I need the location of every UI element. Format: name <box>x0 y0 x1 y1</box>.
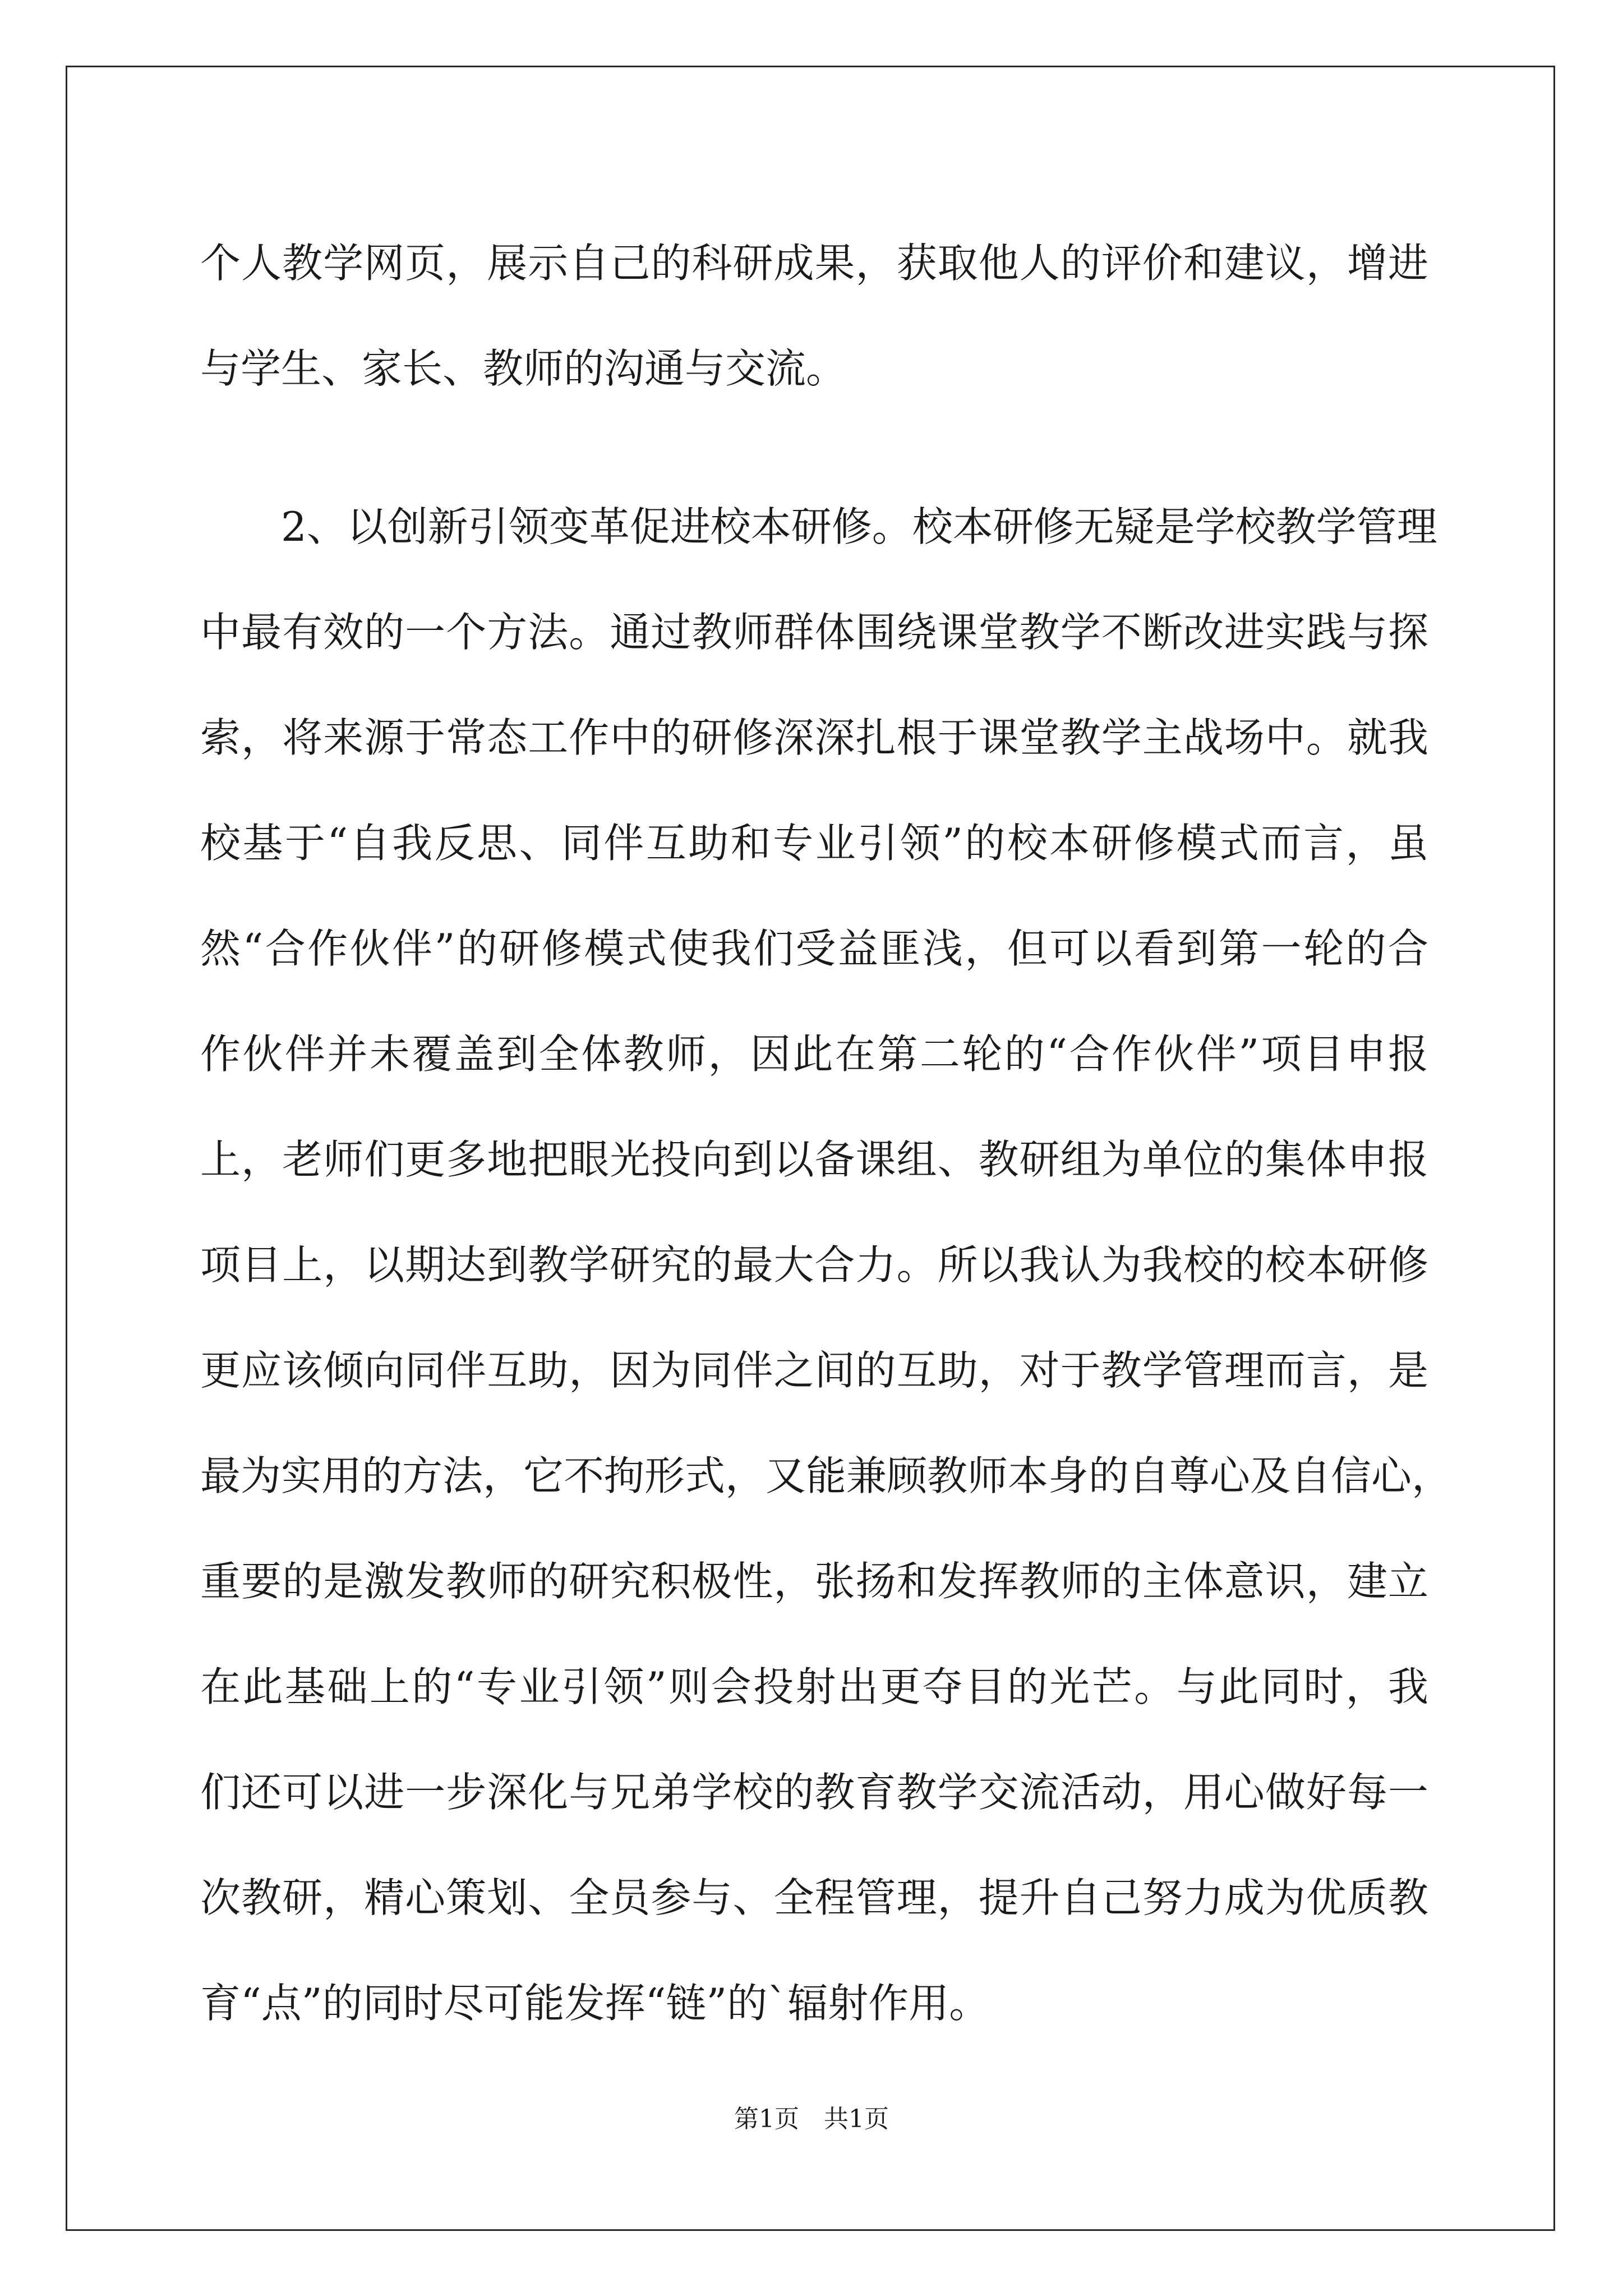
text-line: 与学生、家长、教师的沟通与交流。 <box>200 345 847 392</box>
text-line: 在此基础上的“专业引领”则会投射出更夺目的光芒。与此同时，我 <box>200 1663 1428 1710</box>
text-line: 更应该倾向同伴互助，因为同伴之间的互助，对于教学管理而言，是 <box>200 1347 1428 1394</box>
text-line: 个人教学网页，展示自己的科研成果，获取他人的评价和建议，增进 <box>200 240 1428 287</box>
document-body <box>200 210 1453 2056</box>
text-line: 次教研，精心策划、全员参与、全程管理，提升自己努力成为优质教 <box>200 1874 1428 1921</box>
text-line: 索，将来源于常态工作中的研修深深扎根于课堂教学主战场中。就我 <box>200 714 1428 761</box>
text-line: 们还可以进一步深化与兄弟学校的教育教学交流活动，用心做好每一 <box>200 1769 1428 1816</box>
paragraph-gap <box>200 421 1428 474</box>
text-line: 最为实用的方法，它不拘形式，又能兼顾教师本身的自尊心及自信心， <box>200 1452 1453 1499</box>
text-line: 2、以创新引领变革促进校本研修。校本研修无疑是学校教学管理 <box>281 503 1437 550</box>
text-line: 育“点”的同时尽可能发挥“链”的`辐射作用。 <box>200 1980 990 2027</box>
text-line: 上，老师们更多地把眼光投向到以备课组、教研组为单位的集体申报 <box>200 1136 1428 1183</box>
text-line: 重要的是激发教师的研究积极性，张扬和发挥教师的主体意识，建立 <box>200 1558 1428 1605</box>
page-footer: 第1页 共1页 <box>734 2105 889 2133</box>
text-line: 然“合作伙伴”的研修模式使我们受益匪浅，但可以看到第一轮的合 <box>200 925 1428 972</box>
text-line: 作伙伴并未覆盖到全体教师，因此在第二轮的“合作伙伴”项目申报 <box>200 1030 1428 1078</box>
text-line: 中最有效的一个方法。通过教师群体围绕课堂教学不断改进实践与探 <box>200 609 1428 656</box>
text-line: 项目上，以期达到教学研究的最大合力。所以我认为我校的校本研修 <box>200 1241 1428 1289</box>
text-line: 校基于“自我反思、同伴互助和专业引领”的校本研修模式而言，虽 <box>200 820 1428 867</box>
